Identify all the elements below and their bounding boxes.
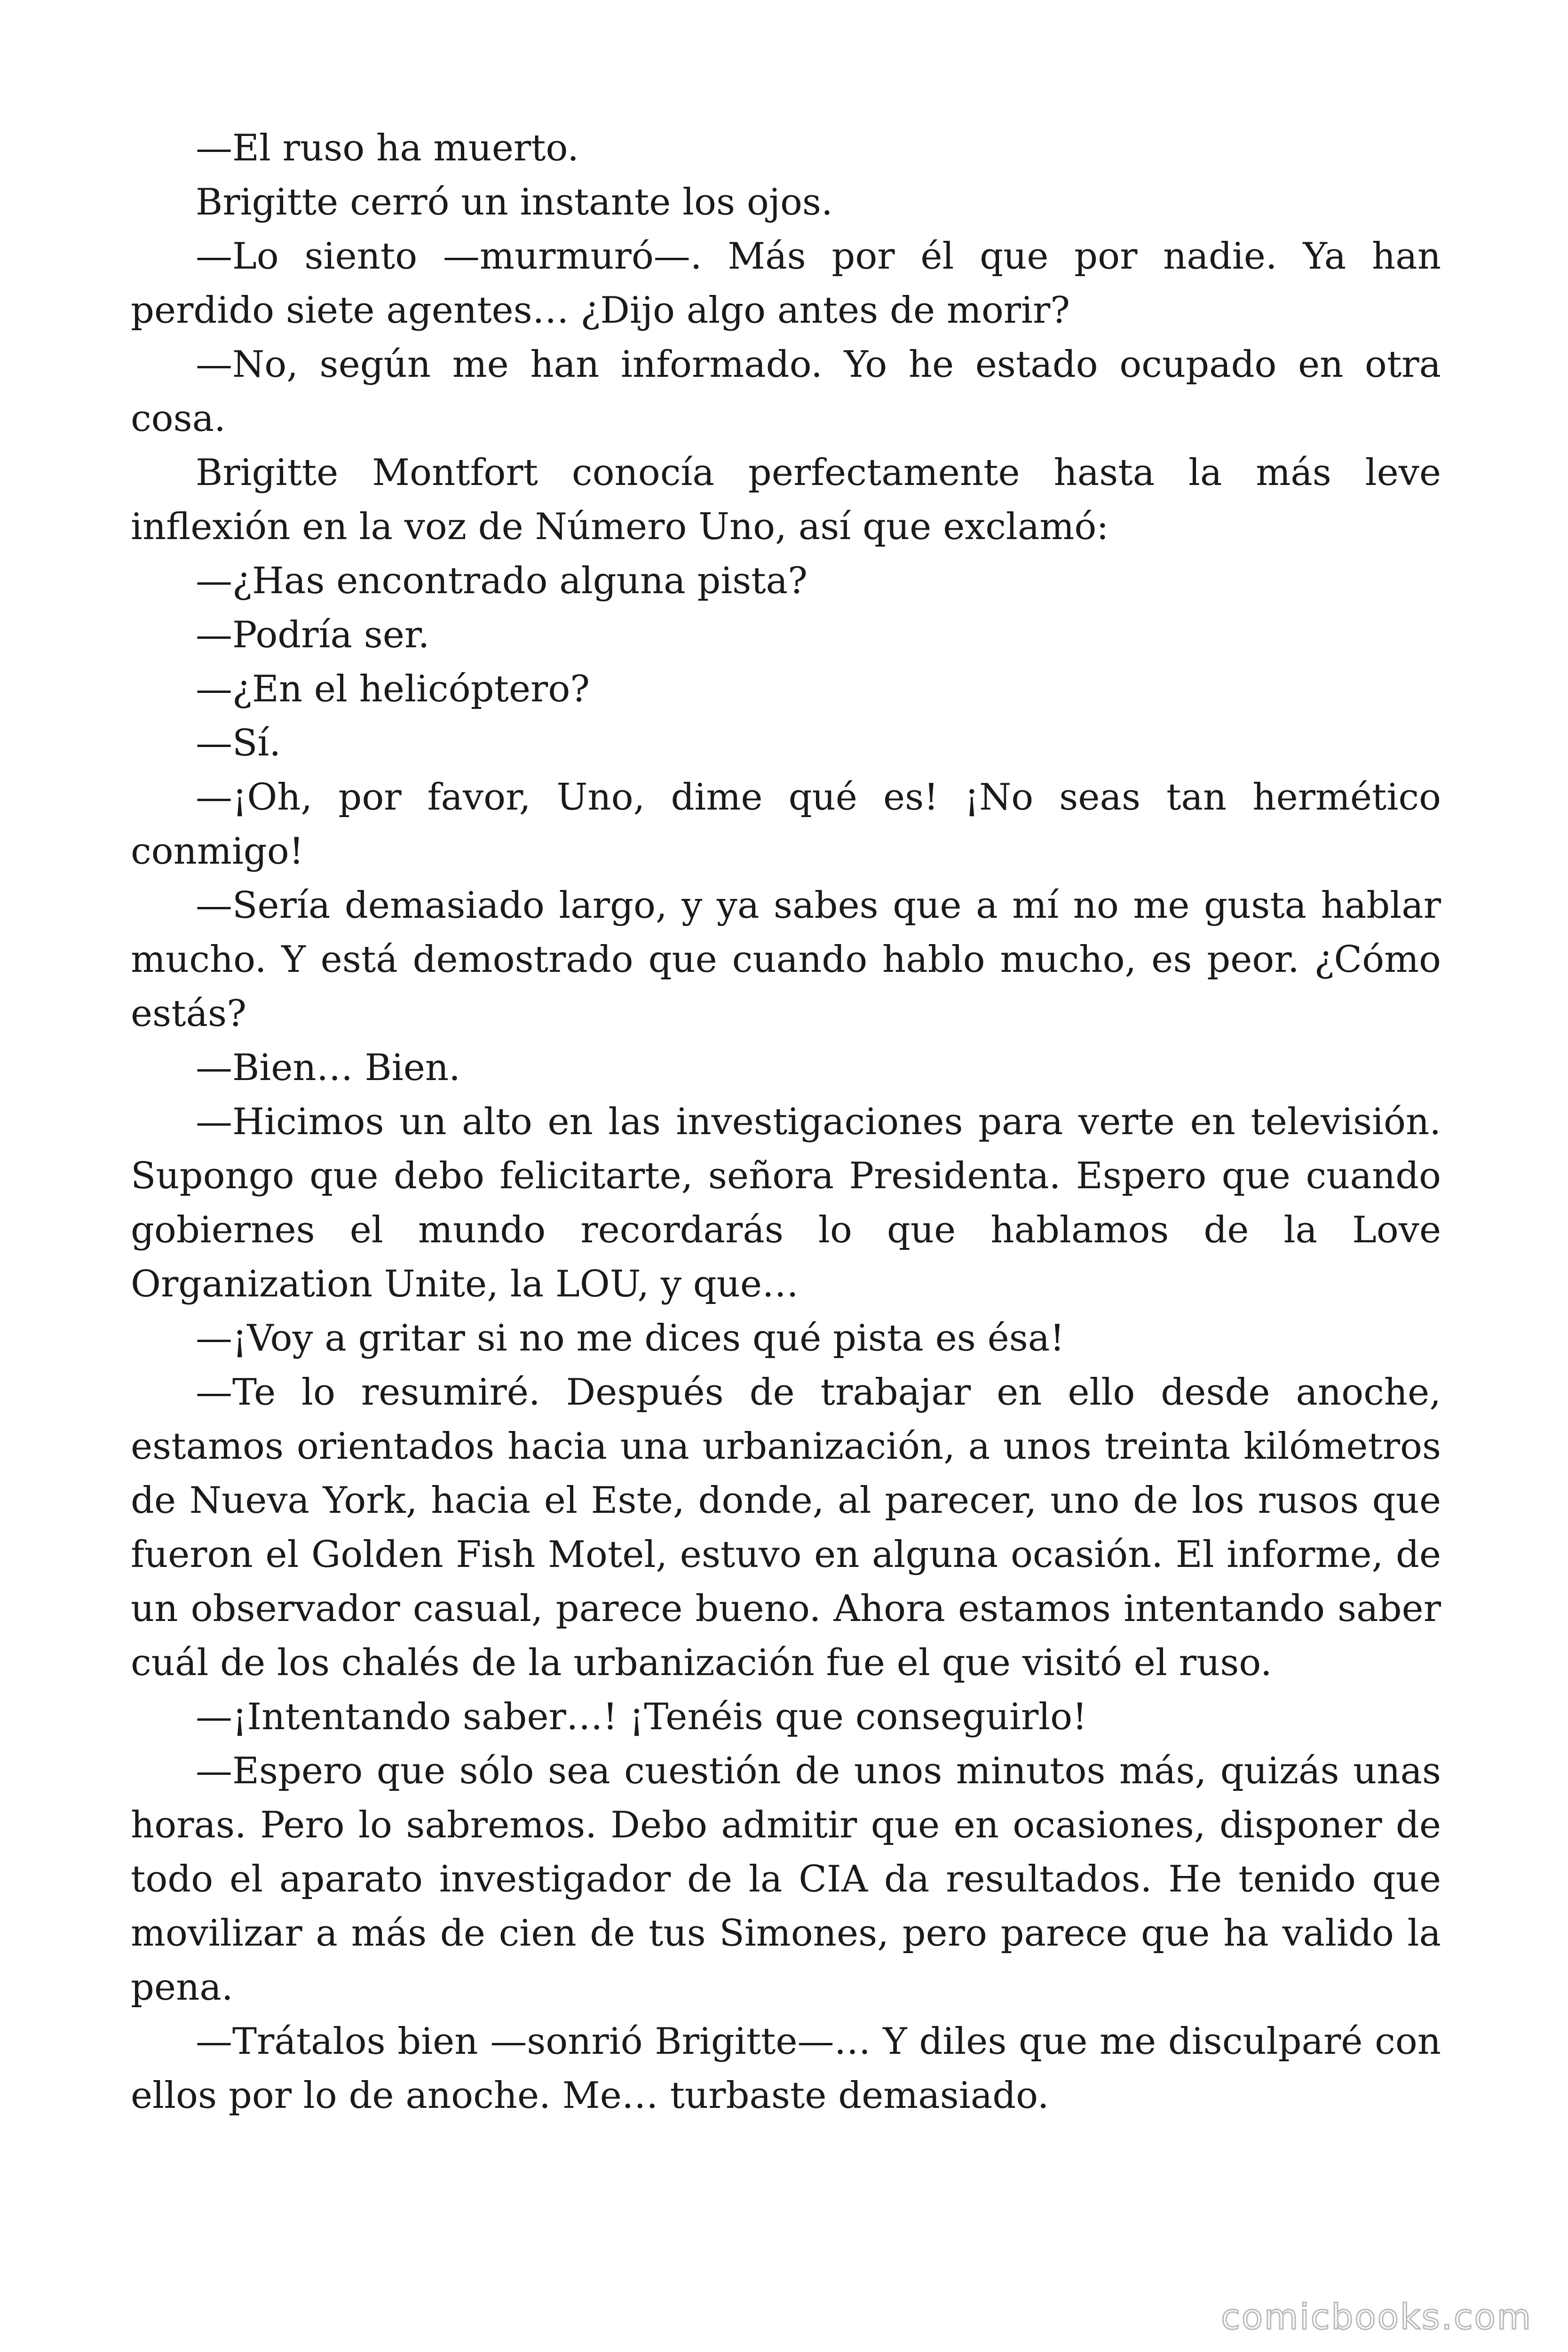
paragraph: —Podría ser. bbox=[196, 614, 430, 656]
paragraph: Brigitte Montfort conocía perfectamente hasta la más leve inflexión en la voz de Número Uno, así que exclamó: bbox=[131, 452, 1441, 548]
paragraph: —No, según me han informado. Yo he estado ocupado en otra cosa. bbox=[131, 343, 1441, 440]
paragraph: —Te lo resumiré. Después de trabajar en ello desde anoche, estamos orientados hacia una urbanización, a unos treinta kilómetros de Nueva York, hacia el Este, donde, al parecer, uno de los rusos que fueron el Golden Fish Motel, estuvo en alguna ocasión. El informe, de un observador casual, parece bueno. Ahora estamos intentando saber cuál de los chalés de la urbanización fue el que visitó el ruso. bbox=[131, 1371, 1441, 1684]
watermark: comicbooks.com bbox=[1221, 2297, 1532, 2337]
paragraph: —Espero que sólo sea cuestión de unos minutos más, quizás unas horas. Pero lo sabremos. Debo admitir que en ocasiones, disponer de todo el aparato investigador de la CIA da resultados. He tenido que movilizar a más de cien de tus Simones, pero parece que ha valido la pena. bbox=[131, 1750, 1441, 2009]
paragraph: —Hicimos un alto en las investigaciones para verte en televisión. Supongo que debo felicitarte, señora Presidenta. Espero que cuando gobiernes el mundo recordarás lo que hablamos de la Love Organization Unite, la LOU, y que… bbox=[131, 1101, 1441, 1305]
paragraph: —Lo siento —murmuró—. Más por él que por nadie. Ya han perdido siete agentes… ¿Dijo algo antes de morir? bbox=[131, 235, 1441, 332]
paragraph: —Bien… Bien. bbox=[196, 1047, 460, 1089]
page-text bbox=[131, 121, 1441, 2123]
paragraph: —¡Oh, por favor, Uno, dime qué es! ¡No seas tan hermético conmigo! bbox=[131, 776, 1441, 873]
paragraph: —Sería demasiado largo, y ya sabes que a mí no me gusta hablar mucho. Y está demostrado que cuando hablo mucho, es peor. ¿Cómo estás? bbox=[131, 884, 1441, 1035]
paragraph: —Sí. bbox=[196, 722, 281, 764]
paragraph: —¡Intentando saber…! ¡Tenéis que conseguirlo! bbox=[196, 1696, 1087, 1738]
paragraph: —El ruso ha muerto. bbox=[196, 127, 579, 169]
paragraph: —¿Has encontrado alguna pista? bbox=[196, 560, 808, 602]
paragraph: —¿En el helicóptero? bbox=[196, 668, 590, 710]
paragraph: —¡Voy a gritar si no me dices qué pista es ésa! bbox=[196, 1317, 1065, 1359]
paragraph: Brigitte cerró un instante los ojos. bbox=[196, 181, 833, 223]
paragraph: —Trátalos bien —sonrió Brigitte—… Y diles que me disculparé con ellos por lo de anoche. Me… turbaste demasiado. bbox=[131, 2020, 1441, 2117]
